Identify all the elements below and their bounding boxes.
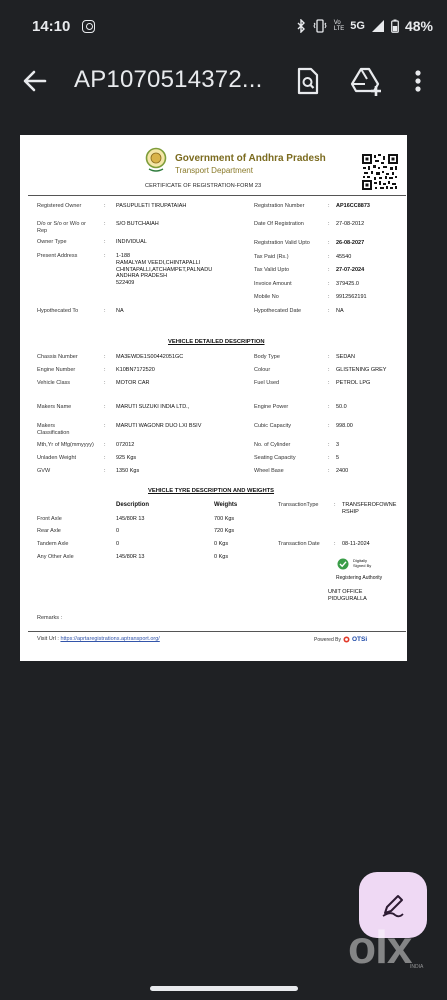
- transaction-type-label: TransactionType: [278, 502, 319, 508]
- instagram-icon: [82, 20, 95, 33]
- tax-valid-label: Tax Valid Upto: [254, 267, 290, 273]
- status-bar: [0, 0, 447, 52]
- axle-label: Tandem Axle: [37, 541, 69, 547]
- tyre-description: 145/80R 13: [116, 516, 145, 522]
- owner-type-label: Owner Type: [37, 239, 67, 245]
- mfg-date-label: Mth,Yr of Mfg(mmyyyy): [37, 442, 94, 448]
- owner-value: PASUPULETI TIRUPATAIAH: [116, 203, 187, 209]
- visit-url-label: Visit Url :: [37, 636, 59, 642]
- fuel-value: PETROL LPG: [336, 380, 371, 386]
- transaction-date-value: 08-11-2024: [342, 541, 370, 547]
- reg-date-label: Date Of Registration: [254, 221, 304, 227]
- search-document-icon[interactable]: [294, 66, 322, 96]
- reg-valid-label: Registration Valid Upto: [254, 240, 310, 246]
- reg-valid-value: 26-08-2027: [336, 240, 365, 246]
- engine-number-label: Engine Number: [37, 367, 76, 373]
- clock: 14:10: [32, 17, 71, 35]
- visit-url-link[interactable]: https://aprtaregistrations.aptransport.org/: [60, 636, 160, 642]
- cubic-capacity-value: 998.00: [336, 423, 353, 429]
- tyre-description-header: Description: [116, 502, 150, 508]
- separator: :: [104, 468, 106, 474]
- tyre-weight: 720 Kgs: [214, 528, 235, 534]
- vehicle-section-title: VEHICLE DETAILED DESCRIPTION: [168, 339, 265, 345]
- invoice-value: 379425.0: [336, 281, 359, 287]
- transaction-type-value: TRANSFEROFOWNE RSHIP: [342, 502, 397, 515]
- separator: :: [104, 253, 106, 259]
- owner-label: Registered Owner: [37, 203, 82, 209]
- separator: :: [104, 404, 106, 410]
- digitally-signed-text: Digitally Signed By: [353, 558, 372, 568]
- relation-label: D/o or S/o or W/o or Rep: [37, 221, 86, 234]
- signal-5g-icon: [371, 19, 385, 33]
- separator: :: [104, 423, 106, 429]
- footer-divider: [28, 631, 406, 632]
- olx-watermark: olx: [348, 921, 412, 973]
- vehicle-class-label: Vehicle Class: [37, 380, 71, 386]
- relation-value: S/O BUTCHAIAH: [116, 221, 159, 227]
- axle-label: Any Other Axle: [37, 554, 74, 560]
- separator: :: [328, 468, 330, 474]
- separator: :: [328, 423, 330, 429]
- department-title: Transport Department: [175, 166, 253, 175]
- hypothecated-label: Hypothecated To: [37, 308, 79, 314]
- tyre-section-title: VEHICLE TYRE DESCRIPTION AND WEIGHTS: [148, 488, 275, 494]
- mobile-value: 9912562191: [336, 294, 367, 300]
- separator: :: [104, 367, 106, 373]
- separator: :: [104, 221, 106, 227]
- status-icons: [296, 18, 433, 34]
- cylinders-value: 3: [336, 442, 340, 448]
- separator: :: [328, 254, 330, 260]
- document-page: [20, 135, 407, 661]
- powered-by: [314, 636, 367, 643]
- network-label: 5G: [350, 20, 365, 32]
- powered-by-label: Powered By: [314, 636, 341, 643]
- olx-watermark-sub: INDIA: [410, 964, 424, 970]
- separator: :: [104, 308, 106, 314]
- separator: :: [104, 442, 106, 448]
- bluetooth-icon: [296, 19, 306, 33]
- government-title: Government of Andhra Pradesh: [175, 153, 326, 164]
- owner-type-value: INDIVIDUAL: [116, 239, 147, 245]
- seating-label: Seating Capacity: [254, 455, 296, 461]
- tyre-description: 0: [116, 528, 120, 534]
- reg-number-label: Registration Number: [254, 203, 305, 209]
- more-vert-icon[interactable]: [410, 66, 426, 96]
- edit-pen-icon: [379, 891, 407, 919]
- axle-label: Front Axle: [37, 516, 62, 522]
- makers-class-label: Makers Classification: [37, 423, 70, 436]
- makers-class-value: MARUTI WAGONR DUO LXI BSIV: [116, 423, 202, 429]
- separator: :: [328, 380, 330, 386]
- tyre-weight: 700 Kgs: [214, 516, 235, 522]
- separator: :: [104, 455, 106, 461]
- vehicle-class-value: MOTOR CAR: [116, 380, 150, 386]
- invoice-label: Invoice Amount: [254, 281, 292, 287]
- registering-authority: Registering Authority: [336, 575, 383, 581]
- tyre-weight: 0 Kgs: [214, 554, 229, 560]
- engine-power-label: Engine Power: [254, 404, 289, 410]
- separator: :: [328, 240, 330, 246]
- colour-label: Colour: [254, 367, 271, 373]
- wheel-base-value: 2400: [336, 468, 349, 474]
- tax-paid-value: 45540: [336, 254, 352, 260]
- document-title: AP1070514372...: [74, 66, 263, 93]
- reg-date-value: 27-08-2012: [336, 221, 365, 227]
- add-to-drive-icon[interactable]: [350, 66, 384, 96]
- separator: :: [104, 380, 106, 386]
- separator: :: [328, 221, 330, 227]
- fuel-label: Fuel Used: [254, 380, 280, 386]
- gesture-nav-bar[interactable]: [150, 986, 298, 991]
- separator: :: [104, 239, 106, 245]
- axle-label: Rear Axle: [37, 528, 61, 534]
- tyre-description: 0: [116, 541, 120, 547]
- separator: :: [328, 281, 330, 287]
- tax-paid-label: Tax Paid (Rs.): [254, 254, 289, 260]
- unladen-weight-value: 925 Kgs: [116, 455, 137, 461]
- separator: :: [328, 442, 330, 448]
- vibrate-icon: [312, 19, 328, 33]
- cubic-capacity-label: Cubic Capacity: [254, 423, 291, 429]
- gvw-label: GVW: [37, 468, 51, 474]
- app-bar: [0, 52, 447, 110]
- address-label: Present Address: [37, 253, 78, 259]
- battery-icon: [391, 19, 399, 33]
- mobile-label: Mobile No: [254, 294, 279, 300]
- gvw-value: 1350 Kgs: [116, 468, 140, 474]
- body-type-label: Body Type: [254, 354, 280, 360]
- address-value: 1-188 RAMALYAM VEEDI,CHINTAPALLI CHINTAPALLI,ATCHAMPET,PALNADU ANDHRA PRADESH 522409: [116, 253, 213, 287]
- makers-name-value: MARUTI SUZUKI INDIA LTD.,: [116, 404, 190, 410]
- tyre-description: 145/80R 13: [116, 554, 145, 560]
- separator: :: [334, 502, 336, 508]
- back-arrow-icon[interactable]: [20, 66, 50, 96]
- wheel-base-label: Wheel Base: [254, 468, 284, 474]
- separator: :: [328, 308, 330, 314]
- separator: :: [328, 455, 330, 461]
- hypothecated-value: NA: [116, 308, 124, 314]
- volte-label: Vo LTE: [333, 20, 345, 32]
- engine-number-value: K10BN7172520: [116, 367, 155, 373]
- visit-url-row: [37, 636, 160, 642]
- hypothecated-date-value: NA: [336, 308, 344, 314]
- separator: :: [328, 367, 330, 373]
- seating-value: 5: [336, 455, 340, 461]
- tax-valid-value: 27-07-2024: [336, 267, 365, 273]
- separator: :: [104, 354, 106, 360]
- separator: :: [328, 203, 330, 209]
- separator: :: [334, 541, 336, 547]
- body-type-value: SEDAN: [336, 354, 355, 360]
- unladen-weight-label: Unladen Weight: [37, 455, 77, 461]
- tyre-weights-header: Weights: [214, 502, 238, 508]
- remarks-label: Remarks :: [37, 615, 63, 621]
- chassis-value: MA3EWDE1S00442051GC: [116, 354, 184, 360]
- separator: :: [328, 267, 330, 273]
- otsi-brand: OTSi: [351, 636, 368, 643]
- hypothecated-date-label: Hypothecated Date: [254, 308, 302, 314]
- form-title: CERTIFICATE OF REGISTRATION-FORM 23: [145, 183, 262, 189]
- tyre-weight: 0 Kgs: [214, 541, 229, 547]
- separator: :: [328, 294, 330, 300]
- engine-power-value: 50.0: [336, 404, 347, 410]
- header-divider: [28, 195, 406, 196]
- ap-emblem-icon: [145, 147, 167, 173]
- makers-name-label: Makers Name: [37, 404, 72, 410]
- separator: :: [104, 203, 106, 209]
- battery-percent: 48%: [404, 18, 433, 34]
- separator: :: [328, 354, 330, 360]
- unit-office: UNIT OFFICE PIDUGURALLA: [328, 589, 367, 602]
- cylinders-label: No. of Cylinder: [254, 442, 291, 448]
- transaction-date-label: Transaction Date: [278, 541, 320, 547]
- mfg-date-value: 072012: [116, 442, 135, 448]
- otsi-logo-icon: [343, 636, 350, 643]
- chassis-label: Chassis Number: [37, 354, 78, 360]
- qr-code-icon: [361, 153, 399, 191]
- digital-signature-check-icon: [337, 558, 349, 570]
- colour-value: GLISTENING GREY: [336, 367, 387, 373]
- reg-number-value: AP16CC8873: [336, 203, 370, 209]
- separator: :: [328, 404, 330, 410]
